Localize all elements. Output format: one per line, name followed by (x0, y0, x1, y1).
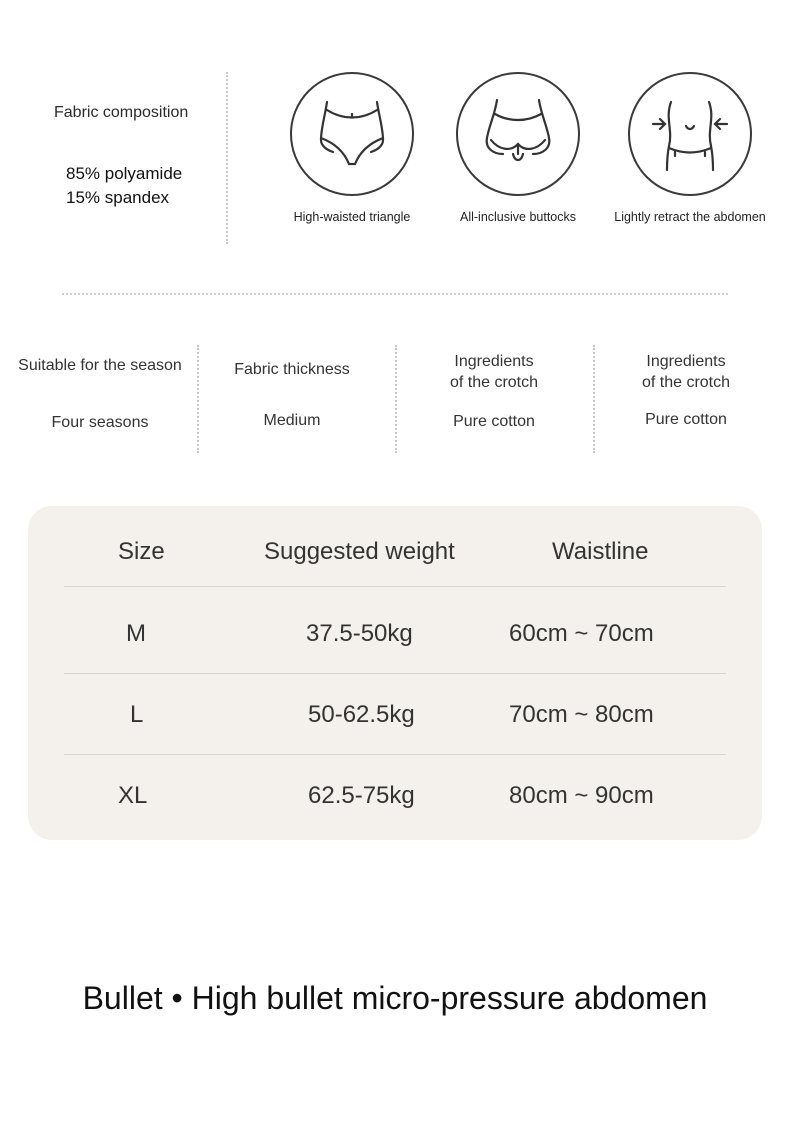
attribute-value: Pure cotton (453, 413, 535, 430)
vertical-divider (226, 72, 228, 244)
attribute-value: Pure cotton (645, 411, 727, 428)
attribute-heading: Suitable for the season (18, 357, 182, 374)
high-waisted-triangle-icon (290, 72, 414, 196)
table-cell-weight: 37.5-50kg (306, 620, 413, 647)
table-divider (64, 586, 726, 587)
vertical-divider (197, 345, 199, 453)
attribute-season (10, 355, 190, 432)
attribute-heading: Fabric thickness (234, 361, 350, 378)
size-header: Size (118, 538, 165, 565)
waistline-header: Waistline (552, 538, 649, 565)
vertical-divider (593, 345, 595, 453)
table-divider (64, 754, 726, 755)
fabric-line-spandex: 15% spandex (66, 188, 170, 207)
table-cell-weight: 62.5-75kg (308, 782, 415, 809)
feature-label: High-waisted triangle (293, 210, 411, 224)
feature-all-inclusive-buttocks (438, 72, 598, 224)
attribute-heading: Ingredients of the crotch (641, 353, 731, 391)
attribute-value: Four seasons (51, 414, 149, 431)
table-cell-size: M (126, 620, 146, 647)
all-inclusive-buttocks-icon (456, 72, 580, 196)
table-cell-waistline: 80cm ~ 90cm (509, 782, 654, 809)
feature-retract-abdomen (600, 72, 780, 224)
attribute-crotch (414, 351, 574, 431)
table-cell-waistline: 60cm ~ 70cm (509, 620, 654, 647)
footer-tagline: Bullet • High bullet micro-pressure abdomen (82, 980, 708, 1016)
attribute-crotch-2 (606, 351, 766, 429)
table-cell-weight: 50-62.5kg (308, 701, 415, 728)
retract-abdomen-icon (628, 72, 752, 196)
horizontal-divider (62, 293, 728, 295)
attribute-heading: Ingredients of the crotch (449, 353, 539, 391)
feature-high-waisted-triangle (272, 72, 432, 224)
weight-header: Suggested weight (264, 538, 455, 565)
attribute-thickness (210, 359, 374, 430)
table-cell-size: XL (118, 782, 148, 809)
fabric-line-polyamide: 85% polyamide (66, 164, 183, 183)
vertical-divider (395, 345, 397, 453)
table-divider (64, 673, 726, 674)
feature-label: All-inclusive buttocks (459, 210, 576, 224)
feature-label: Lightly retract the abdomen (614, 210, 766, 224)
table-cell-size: L (130, 701, 144, 728)
table-cell-waistline: 70cm ~ 80cm (509, 701, 654, 728)
attribute-value: Medium (263, 412, 321, 429)
fabric-composition-title: Fabric composition (54, 104, 189, 121)
